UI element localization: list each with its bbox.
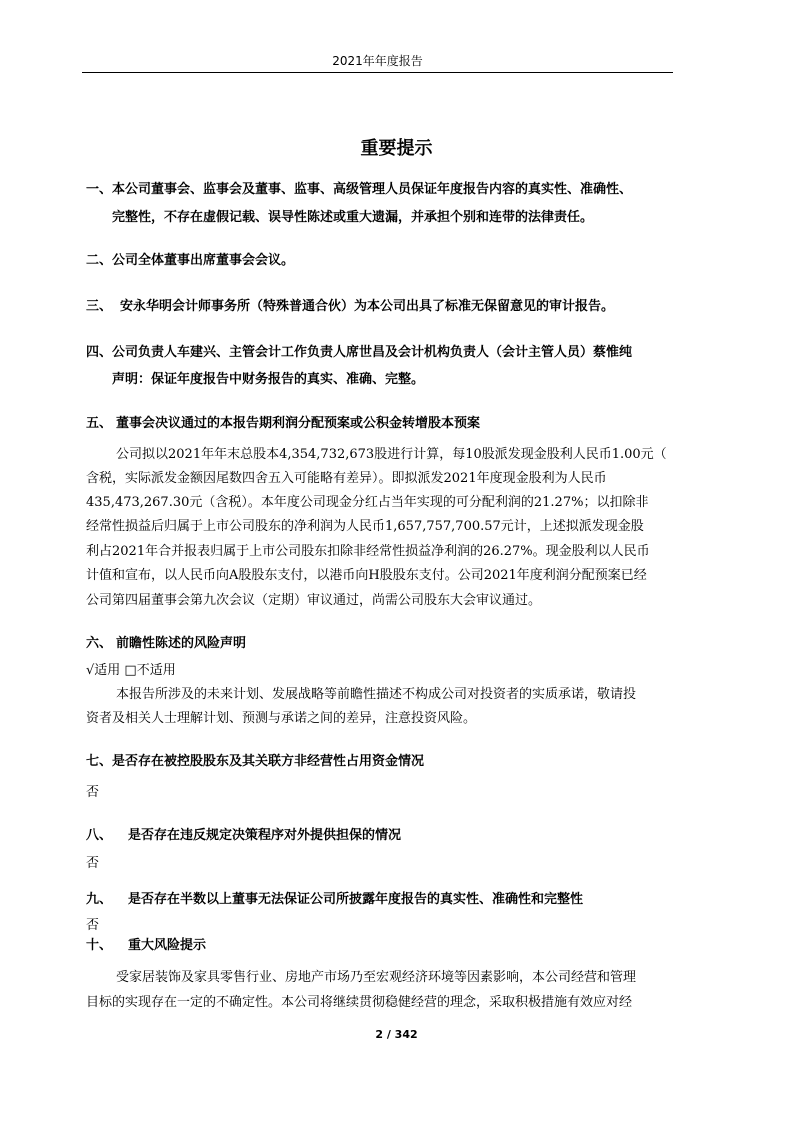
- section-2-heading: [86, 249, 294, 268]
- section-text: 前瞻性陈述的风险声明: [116, 636, 247, 651]
- section-number: 一、: [86, 182, 113, 197]
- section-3-heading: [86, 295, 614, 314]
- section-number: 九、: [86, 892, 113, 907]
- section-number: 七、: [86, 754, 113, 769]
- answer-text: 否: [86, 918, 100, 933]
- section-10-heading: [86, 934, 206, 953]
- paragraph-line: 含税，实际派发金额因尾数四舍五入可能略有差异）。即拟派发2021年度现金股利为人民币: [86, 471, 607, 486]
- paragraph-line: 435,473,267.30元（含税）。本年度公司现金分红占当年实现的可分配利润的21.27%；以扣除非: [86, 495, 649, 510]
- section-1-heading: [86, 178, 632, 197]
- paragraph-line: 公司第四届董事会第九次会议（定期）审议通过，尚需公司股东大会审议通过。: [86, 593, 542, 608]
- answer-text: 否: [86, 856, 100, 871]
- section-number: 五、: [86, 416, 113, 431]
- section-number: 八、: [86, 828, 113, 843]
- section-4-heading-cont: 声明：保证年度报告中财务报告的真实、准确、完整。: [112, 372, 425, 387]
- paragraph-line: 公司拟以2021年年末总股本4,354,732,673股进行计算，每10股派发现金股利人民币1.00元（: [116, 447, 667, 462]
- answer-text: 否: [86, 785, 100, 800]
- section-number: 六、: [86, 636, 113, 651]
- page-title: 重要提示: [360, 138, 433, 159]
- section-number: 二、: [86, 253, 113, 268]
- section-text: 安永华明会计师事务所（特殊普通合伙）为本公司出具了标准无保留意见的审计报告。: [120, 299, 615, 314]
- paragraph-line: 经常性损益后归属于上市公司股东的净利润为人民币1,657,757,700.57元计，上述拟派发现金股: [86, 519, 644, 534]
- paragraph-line: 资者及相关人士理解计划、预测与承诺之间的差异，注意投资风险。: [86, 711, 477, 726]
- section-4-heading: [86, 341, 632, 360]
- section-text: 公司负责人车建兴、主管会计工作负责人席世昌及会计机构负责人（会计主管人员）蔡惟纯: [112, 345, 633, 360]
- paragraph-line: 受家居装饰及家具零售行业、房地产市场乃至宏观经济环境等因素影响，本公司经营和管理: [116, 970, 637, 985]
- section-5-heading: [86, 412, 480, 431]
- section-1-heading-cont: 完整性，不存在虚假记载、误导性陈述或重大遗漏，并承担个别和连带的法律责任。: [112, 210, 594, 225]
- section-text: 本公司董事会、监事会及董事、监事、高级管理人员保证年度报告内容的真实性、准确性、: [112, 182, 633, 197]
- section-6-heading: [86, 632, 246, 651]
- section-number: 四、: [86, 345, 113, 360]
- section-text: 是否存在被控股股东及其关联方非经营性占用资金情况: [112, 754, 425, 769]
- section-9-heading: [86, 888, 583, 907]
- section-number: 十、: [86, 938, 113, 953]
- section-text: 公司全体董事出席董事会会议。: [112, 253, 295, 268]
- section-text: 是否存在违反规定决策程序对外提供担保的情况: [128, 828, 402, 843]
- applicability-options: √适用 □不适用: [86, 663, 176, 678]
- paragraph-line: 目标的实现存在一定的不确定性。本公司将继续贯彻稳健经营的理念，采取积极措施有效应对经: [86, 995, 633, 1010]
- header-divider: [82, 72, 673, 73]
- page-number: 2 / 342: [375, 1028, 418, 1041]
- paragraph-line: 本报告所涉及的未来计划、发展战略等前瞻性描述不构成公司对投资者的实质承诺，敬请投: [116, 687, 637, 702]
- section-8-heading: [86, 824, 401, 843]
- section-7-heading: [86, 750, 424, 769]
- section-text: 董事会决议通过的本报告期利润分配预案或公积金转增股本预案: [116, 416, 481, 431]
- section-text: 是否存在半数以上董事无法保证公司所披露年度报告的真实性、准确性和完整性: [128, 892, 584, 907]
- paragraph-line: 计值和宣布，以人民币向A股股东支付，以港币向H股股东支付。公司2021年度利润分配预案已经: [86, 568, 647, 583]
- paragraph-line: 利占2021年合并报表归属于上市公司股东扣除非经常性损益净利润的26.27%。现金股利以人民币: [86, 544, 650, 559]
- section-number: 三、: [86, 299, 113, 314]
- page-header: 2021年年度报告: [332, 54, 423, 68]
- section-text: 重大风险提示: [128, 938, 207, 953]
